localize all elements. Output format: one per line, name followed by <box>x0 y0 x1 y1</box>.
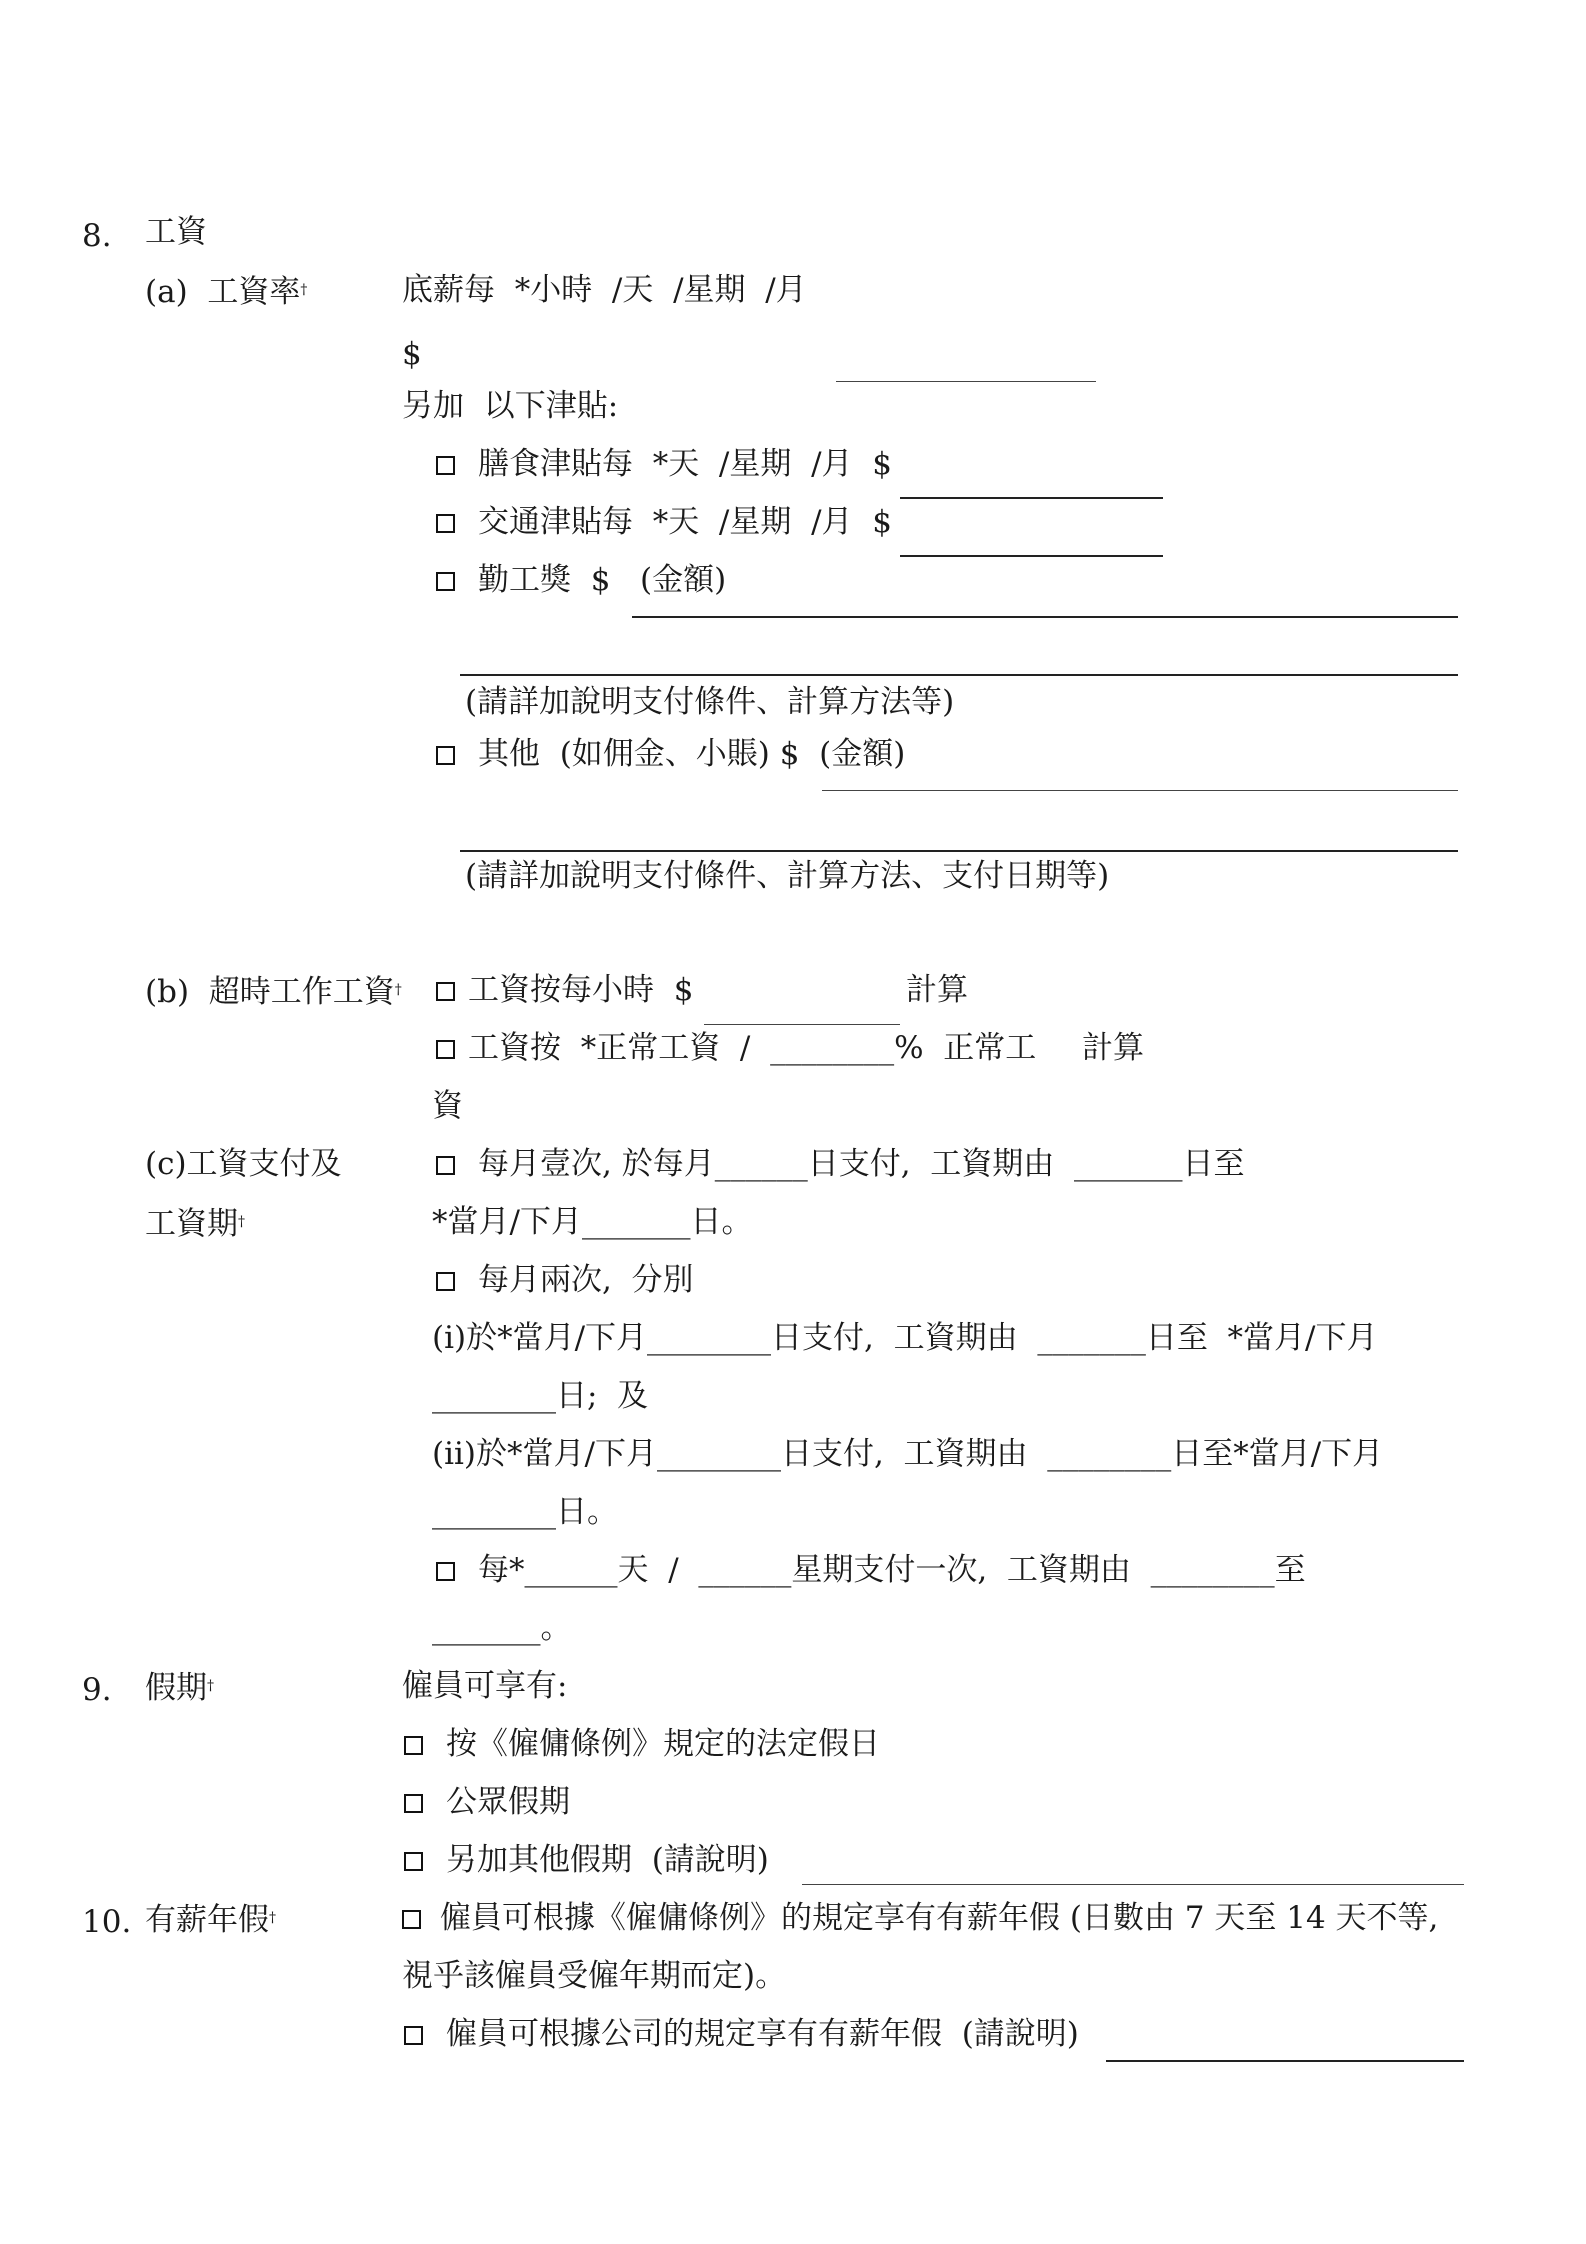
statutory-holiday-label: 按《僱傭條例》規定的法定假日 <box>446 1726 880 1762</box>
dagger-mark: † <box>238 1214 245 1230</box>
section-8a-label-text: (a) 工資率 <box>145 274 301 310</box>
other-holiday-checkbox[interactable] <box>404 1852 423 1871</box>
section-9-title-text: 假期 <box>145 1670 207 1706</box>
section-8-title: 工資 <box>145 214 207 250</box>
attendance-bonus-note: (請詳加說明支付條件、計算方法等) <box>465 684 955 720</box>
attendance-bonus-detail-line[interactable] <box>460 674 1458 676</box>
pay-monthly-once-line1: 每月壹次, 於每月______日支付, 工資期由 _______日至 <box>478 1146 1245 1182</box>
transport-allowance-checkbox[interactable] <box>436 514 455 533</box>
section-8-number: 8. <box>82 218 112 254</box>
other-allowance-checkbox[interactable] <box>436 746 455 765</box>
statutory-annual-leave-checkbox[interactable] <box>402 1910 421 1929</box>
dagger-mark: † <box>300 282 308 298</box>
company-annual-leave-label: 僱員可根據公司的規定享有有薪年假 (請說明) <box>446 2016 1079 2052</box>
overtime-percent-label: 工資按 *正常工資 / ________% 正常工 <box>468 1030 1037 1066</box>
meal-allowance-label: 膳食津貼每 *天 /星期 /月 $ <box>478 446 892 482</box>
statutory-annual-leave-line2: 視乎該僱員受僱年期而定)。 <box>402 1958 787 1994</box>
pay-twice-i-line2: ________日; 及 <box>432 1378 649 1414</box>
statutory-holiday-checkbox[interactable] <box>404 1736 423 1755</box>
pay-periodic-line1: 每*______天 / ______星期支付一次, 工資期由 ________至 <box>478 1552 1306 1588</box>
pay-periodic-line2: _______。 <box>432 1610 572 1646</box>
overtime-percent-wrap: 資 <box>432 1088 463 1124</box>
pay-monthly-twice-label: 每月兩次, 分別 <box>478 1262 694 1298</box>
meal-allowance-line[interactable] <box>900 497 1163 499</box>
section-8b-label-text: (b) 超時工作工資 <box>145 974 395 1010</box>
transport-allowance-line[interactable] <box>900 555 1163 557</box>
other-allowance-label: 其他 (如佣金、小賬) $ (金額) <box>478 736 906 772</box>
public-holiday-label: 公眾假期 <box>446 1784 570 1820</box>
company-annual-leave-checkbox[interactable] <box>404 2026 423 2045</box>
section-8c-label-line2 <box>145 1202 245 1244</box>
statutory-annual-leave-line1: 僱員可根據《僱傭條例》的規定享有有薪年假 (日數由 7 天至 14 天不等, <box>440 1900 1439 1936</box>
attendance-bonus-label: 勤工獎 $ (金額) <box>478 562 727 598</box>
base-rate-text: 底薪每 *小時 /天 /星期 /月 <box>402 272 807 308</box>
meal-allowance-checkbox[interactable] <box>436 456 455 475</box>
other-holiday-line[interactable] <box>802 1884 1464 1885</box>
section-8c-label2-text: 工資期 <box>145 1206 238 1242</box>
pay-monthly-once-line2: *當月/下月_______日。 <box>432 1204 753 1240</box>
other-allowance-note: (請詳加說明支付條件、計算方法、支付日期等) <box>465 858 1110 894</box>
dagger-mark: † <box>207 1678 214 1694</box>
section-8a-label <box>145 270 307 312</box>
base-rate-dollar: $ <box>402 336 422 372</box>
attendance-bonus-checkbox[interactable] <box>436 572 455 591</box>
overtime-percent-suffix: 計算 <box>1082 1030 1144 1066</box>
section-10-number: 10. <box>82 1904 132 1940</box>
other-allowance-detail-line[interactable] <box>460 850 1458 852</box>
pay-twice-ii-line1: (ii)於*當月/下月________日支付, 工資期由 ________日至*當月/下月 <box>432 1436 1384 1472</box>
company-annual-leave-line[interactable] <box>1106 2060 1464 2062</box>
overtime-percent-checkbox[interactable] <box>436 1040 455 1059</box>
pay-periodic-checkbox[interactable] <box>436 1562 455 1581</box>
other-holiday-label: 另加其他假期 (請說明) <box>446 1842 769 1878</box>
pay-twice-ii-line2: ________日。 <box>432 1494 618 1530</box>
dagger-mark: † <box>269 1910 276 1926</box>
overtime-hourly-checkbox[interactable] <box>436 982 455 1001</box>
section-8c-label: (c)工資支付及 <box>145 1146 342 1182</box>
pay-monthly-twice-checkbox[interactable] <box>436 1272 455 1291</box>
allowance-intro: 另加 以下津貼: <box>402 388 619 424</box>
pay-monthly-once-checkbox[interactable] <box>436 1156 455 1175</box>
attendance-bonus-amount-line[interactable] <box>632 616 1458 618</box>
section-9-number: 9. <box>82 1672 112 1708</box>
holiday-intro: 僱員可享有: <box>402 1668 568 1704</box>
section-10-title <box>145 1898 276 1940</box>
overtime-hourly-label: 工資按每小時 $ <box>468 972 694 1008</box>
section-9-title <box>145 1666 214 1708</box>
overtime-hourly-line[interactable] <box>704 1024 900 1025</box>
transport-allowance-label: 交通津貼每 *天 /星期 /月 $ <box>478 504 892 540</box>
section-8b-label <box>145 970 402 1012</box>
dagger-mark: † <box>394 982 402 998</box>
public-holiday-checkbox[interactable] <box>404 1794 423 1813</box>
other-allowance-amount-line[interactable] <box>822 790 1458 791</box>
overtime-hourly-suffix: 計算 <box>906 972 968 1008</box>
base-rate-amount-line[interactable] <box>836 381 1096 382</box>
section-10-title-text: 有薪年假 <box>145 1902 269 1938</box>
pay-twice-i-line1: (i)於*當月/下月________日支付, 工資期由 _______日至 *當月/下月 <box>432 1320 1378 1356</box>
